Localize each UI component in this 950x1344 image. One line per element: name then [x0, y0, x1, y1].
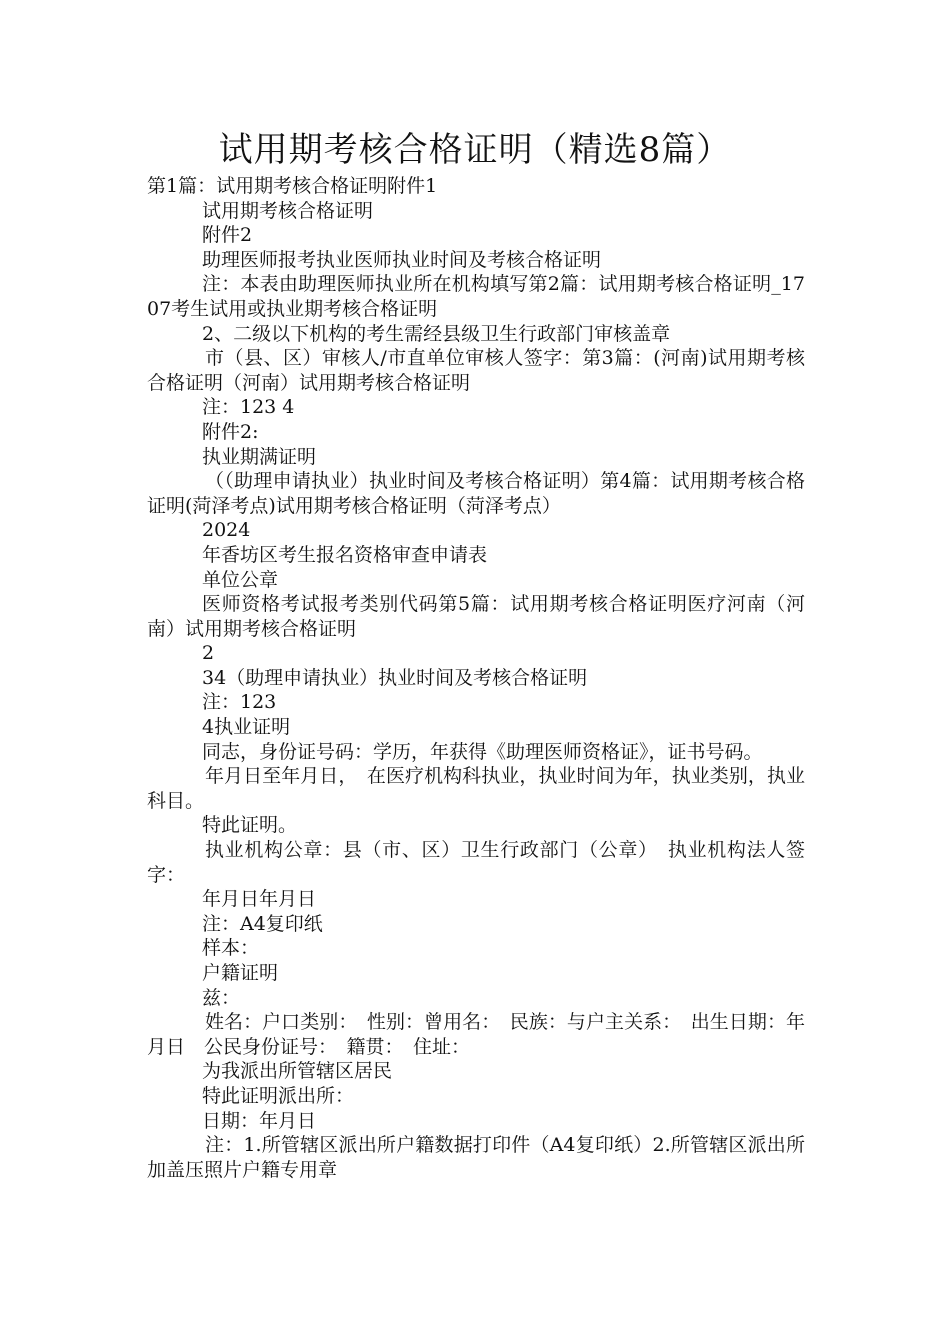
document-title: 试用期考核合格证明（精选8篇）	[218, 130, 732, 170]
paragraph-21: 年月日至年月日， 在医疗机构科执业，执业时间为年，执业类别，执业科目。	[147, 765, 805, 812]
paragraph-32: 日期：年月日	[202, 1109, 317, 1132]
paragraph-3: 附件2	[202, 224, 253, 247]
paragraph-6: 2、二级以下机构的考生需经县级卫生行政部门审核盖章	[202, 322, 671, 345]
paragraph-12: 2024	[202, 519, 251, 542]
paragraph-19: 4执业证明	[202, 716, 291, 739]
paragraph-20: 同志，身份证号码：学历，年获得《助理医师资格证》，证书号码。	[202, 740, 763, 763]
paragraph-23: 执业机构公章：县（市、区）卫生行政部门（公章） 执业机构法人签字：	[147, 839, 805, 886]
paragraph-11: （（助理申请执业）执业时间及考核合格证明）第4篇：试用期考核合格证明(菏泽考点)试用期考核合格证明（菏泽考点）	[147, 470, 805, 517]
paragraph-9: 附件2:	[202, 420, 259, 443]
paragraph-30: 为我派出所管辖区居民	[202, 1060, 393, 1083]
paragraph-31: 特此证明派出所：	[202, 1084, 355, 1107]
paragraph-27: 户籍证明	[202, 962, 279, 984]
paragraph-7: 市（县、区）审核人/市直单位审核人签字：第3篇：(河南)试用期考核合格证明（河南）试用期考核合格证明	[147, 347, 805, 394]
paragraph-29: 姓名：户口类别： 性别：曾用名： 民族：与户主关系： 出生日期：年月日 公民身份证号： 籍贯： 住址：	[147, 1011, 805, 1058]
document-body	[147, 174, 805, 1182]
paragraph-25: 注：A4复印纸	[202, 912, 323, 935]
paragraph-15: 医师资格考试报考类别代码第5篇：试用期考核合格证明医疗河南（河南）试用期考核合格证明	[147, 593, 805, 640]
paragraph-2: 试用期考核合格证明	[202, 199, 374, 222]
paragraph-24: 年月日年月日	[202, 888, 317, 911]
paragraph-8: 注：123 4	[202, 396, 295, 419]
paragraph-5: 注：本表由助理医师执业所在机构填写第2篇：试用期考核合格证明_1707考生试用或执业期考核合格证明	[147, 273, 805, 320]
paragraph-16: 2	[202, 642, 215, 665]
paragraph-22: 特此证明。	[202, 814, 298, 837]
paragraph-4: 助理医师报考执业医师执业时间及考核合格证明	[202, 248, 602, 271]
paragraph-17: 34（助理申请执业）执业时间及考核合格证明	[202, 666, 588, 689]
paragraph-13: 年香坊区考生报名资格审查申请表	[202, 543, 488, 566]
paragraph-14: 单位公章	[202, 568, 279, 591]
paragraph-18: 注：123	[202, 691, 277, 714]
paragraph-10: 执业期满证明	[202, 445, 317, 468]
paragraph-26: 样本：	[202, 937, 260, 960]
paragraph-1: 第1篇：试用期考核合格证明附件1	[147, 175, 438, 197]
paragraph-33: 注：1.所管辖区派出所户籍数据打印件（A4复印纸）2.所管辖区派出所加盖压照片户籍专用章	[147, 1134, 805, 1181]
paragraph-28: 兹：	[202, 986, 241, 1009]
